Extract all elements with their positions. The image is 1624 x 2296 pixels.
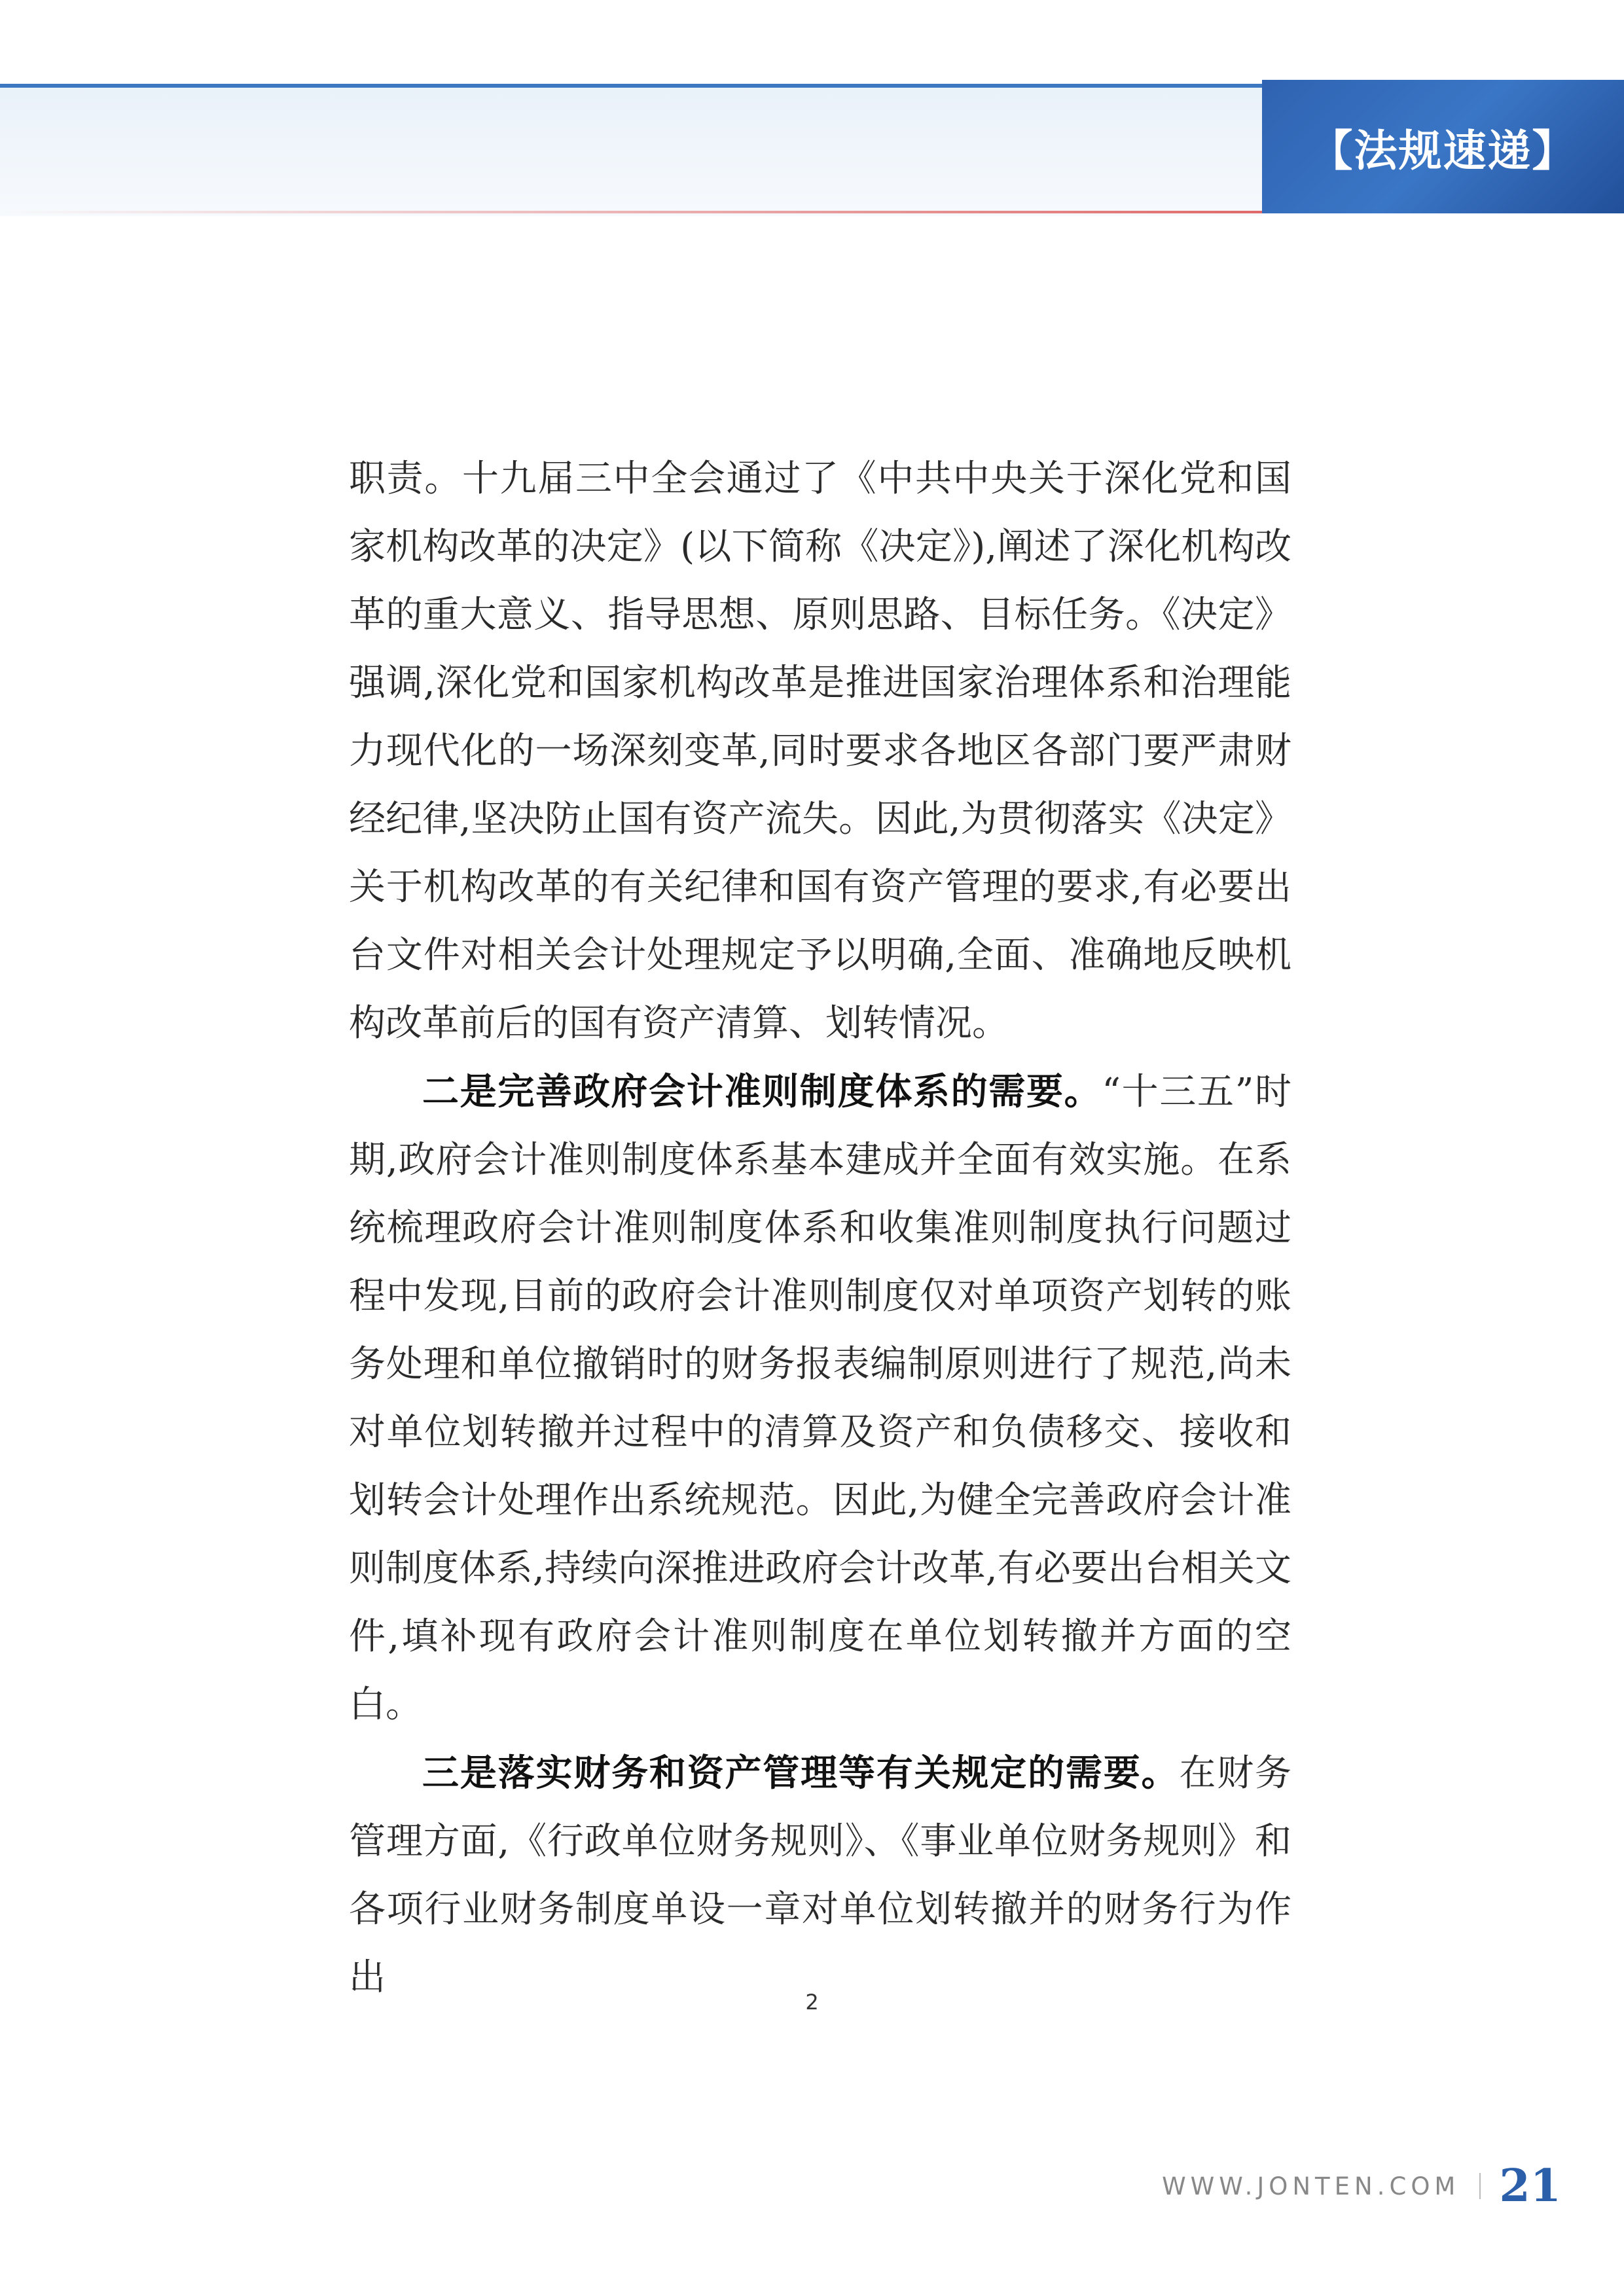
paragraph-3-text: 在财务管理方面,《行政单位财务规则》、《事业单位财务规则》和各项行业财务制度单设一章对单位划转撤并的财务行为作出 (349, 1752, 1292, 1999)
footer-url[interactable]: WWW.JONTEN.COM (1162, 2172, 1460, 2200)
footer-page-number: 21 (1499, 2160, 1561, 2212)
footer (1162, 2160, 1561, 2212)
header-band (0, 84, 1262, 216)
paragraph-2 (349, 1058, 1291, 1739)
paragraph-3-lead: 三是落实财务和资产管理等有关规定的需要。 (422, 1751, 1180, 1795)
paragraph-1-text: 职责。十九届三中全会通过了《中共中央关于深化党和国家机构改革的决定》(以下简称《决定》),阐述了深化机构改革的重大意义、指导思想、原则思路、目标任务。《决定》强调,深化党和国家机构改革是推进国家治理体系和治理能力现代化的一场深刻变革,同时要求各地区各部门要严肃财经纪律,坚决防止国有资产流失。因此,为贯彻落实《决定》关于机构改革的有关纪律和国有资产管理的要求,有必要出台文件对相关会计处理规定予以明确,全面、准确地反映机构改革前后的国有资产清算、划转情况。 (349, 457, 1291, 1045)
paragraph-1 (349, 445, 1291, 1058)
body-text (349, 445, 1291, 2012)
paragraph-2-text: “十三五”时期,政府会计准则制度体系基本建成并全面有效实施。在系统梳理政府会计准则制度体系和收集准则制度执行问题过程中发现,目前的政府会计准则制度仅对单项资产划转的账务处理和单位撤销时的财务报表编制原则进行了规范,尚未对单位划转撤并过程中的清算及资产和负债移交、接收和划转会计处理作出系统规范。因此,为健全完善政府会计准则制度体系,持续向深推进政府会计改革,有必要出台相关文件,填补现有政府会计准则制度在单位划转撤并方面的空白。 (349, 1071, 1292, 1726)
header-divider-line (0, 211, 1262, 213)
section-tag: 【法规速递】 (1262, 80, 1624, 213)
inner-page-number: 2 (805, 1990, 819, 2015)
paragraph-2-lead: 二是完善政府会计准则制度体系的需要。 (422, 1070, 1102, 1113)
footer-separator (1479, 2173, 1481, 2199)
paragraph-3 (349, 1739, 1291, 2012)
